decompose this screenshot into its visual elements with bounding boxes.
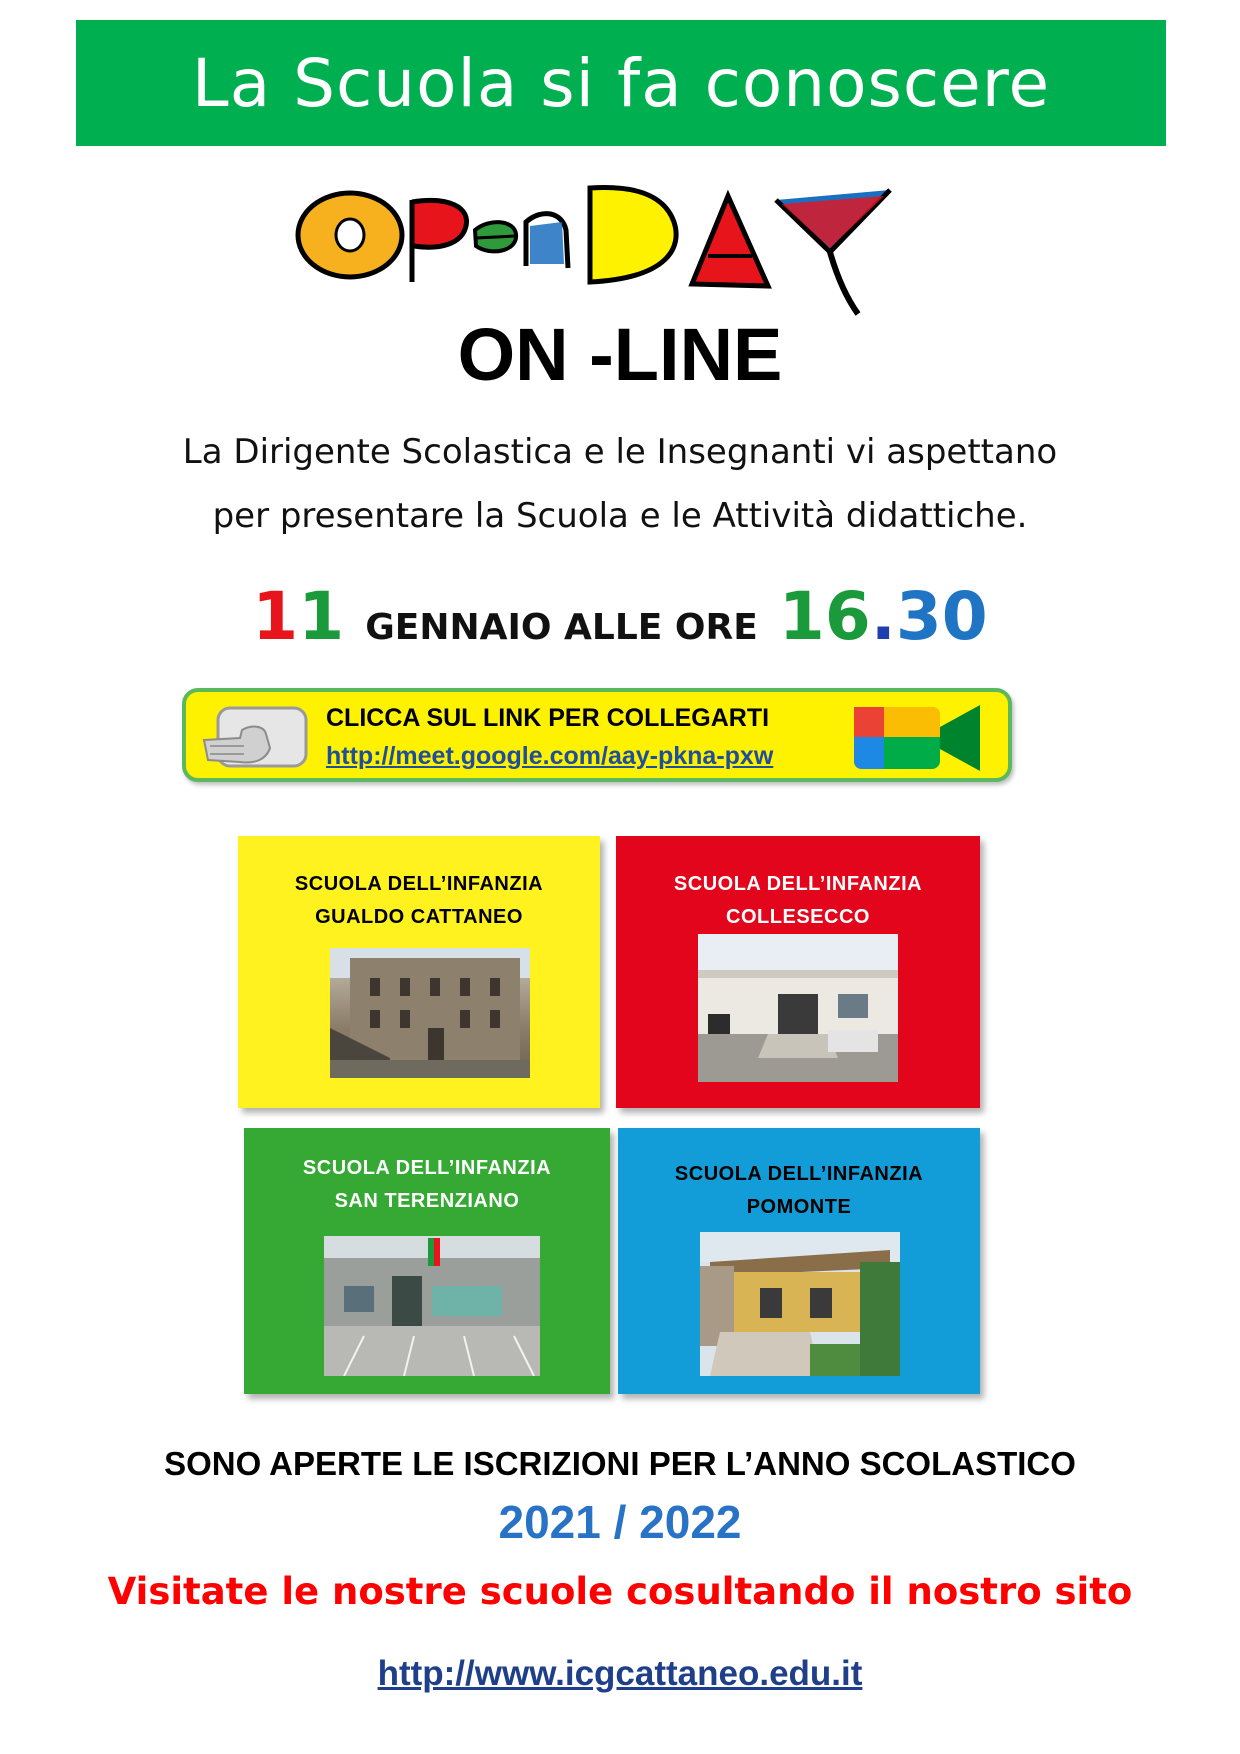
date-separator: .: [870, 578, 896, 655]
meet-link-label: CLICCA SUL LINK PER COLLEGARTI: [326, 704, 770, 732]
school-photo: [698, 934, 898, 1082]
visit-invitation: Visitate le nostre scuole cosultando il nostro sito: [107, 1570, 1133, 1613]
intro-line-2: per presentare la Scuola e le Attività didattiche.: [212, 496, 1028, 536]
school-name: POMONTE: [746, 1196, 852, 1218]
hand-pointer-icon: [200, 702, 310, 772]
school-year: 2021 / 2022: [498, 1496, 742, 1548]
school-name: COLLESECCO: [726, 906, 870, 928]
open-day-logo-graphic: [290, 160, 950, 320]
date-minutes: 30: [895, 578, 988, 655]
school-card-title: [616, 868, 980, 934]
school-card-title: [618, 1158, 980, 1224]
school-name: SAN TERENZIANO: [334, 1190, 520, 1212]
school-card-title: [238, 868, 600, 934]
school-card-title: [244, 1152, 610, 1218]
school-card-pomonte: [618, 1128, 980, 1394]
school-type: SCUOLA DELL’INFANZIA: [294, 873, 544, 895]
google-meet-icon: [844, 697, 994, 777]
school-photo: [330, 948, 530, 1078]
intro-line-1: La Dirigente Scolastica e le Insegnanti vi aspettano: [182, 432, 1058, 472]
enrollment-notice: SONO APERTE LE ISCRIZIONI PER L’ANNO SCOLASTICO: [164, 1445, 1076, 1482]
school-card-collesecco: [616, 836, 980, 1108]
title-banner: [76, 20, 1166, 146]
school-card-gualdo-cattaneo: [238, 836, 600, 1108]
page-title: La Scuola si fa conoscere: [191, 44, 1051, 122]
school-type: SCUOLA DELL’INFANZIA: [673, 873, 923, 895]
event-date: [0, 578, 1240, 655]
date-day-digit-1: 1: [252, 578, 299, 655]
intro-text: [0, 420, 1240, 548]
open-day-logo: [290, 160, 950, 320]
date-day-digit-2: 1: [298, 578, 345, 655]
school-photo: [324, 1236, 540, 1376]
school-name: GUALDO CATTANEO: [315, 906, 523, 928]
meet-link-url[interactable]: http://meet.google.com/aay-pkna-pxw: [326, 742, 774, 770]
school-photo: [700, 1232, 900, 1376]
school-card-san-terenziano: [244, 1128, 610, 1394]
date-month-text: GENNAIO ALLE ORE: [365, 607, 758, 648]
meet-link-box[interactable]: [182, 688, 1012, 782]
school-type: SCUOLA DELL’INFANZIA: [674, 1163, 924, 1185]
logo-text: OPEN DAY: [300, 170, 306, 171]
school-type: SCUOLA DELL’INFANZIA: [302, 1157, 552, 1179]
date-hour: 16: [778, 578, 871, 655]
website-link[interactable]: http://www.icgcattaneo.edu.it: [377, 1654, 863, 1693]
online-heading: ON -LINE: [457, 313, 783, 396]
